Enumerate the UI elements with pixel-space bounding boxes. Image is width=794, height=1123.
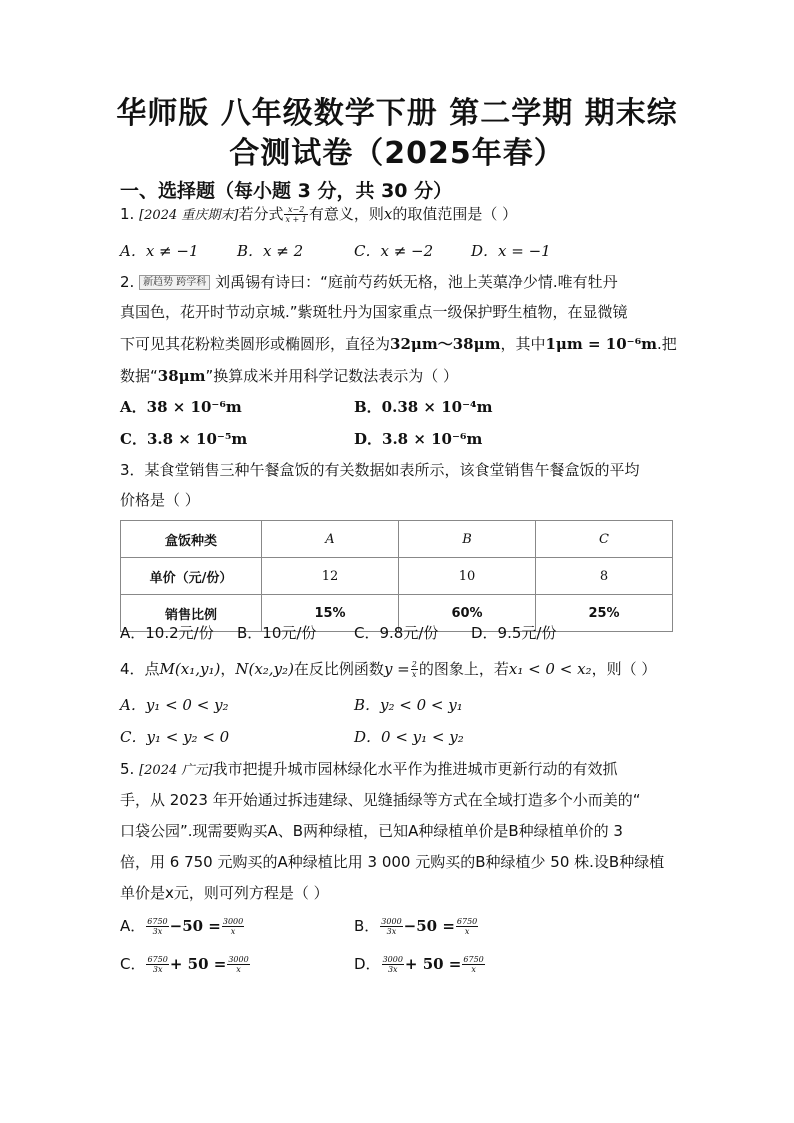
- q4-sep: ，: [220, 660, 236, 678]
- q3-option-a[interactable]: A．10.2元/份: [120, 624, 214, 642]
- q4-fraction: [411, 660, 418, 679]
- table-cell: 12: [262, 558, 399, 595]
- q4-option-d[interactable]: D．0 < y₁ < y₂: [354, 728, 464, 746]
- table-header-cell: C: [536, 521, 673, 558]
- q4-option-b[interactable]: B．y₂ < 0 < y₁: [354, 696, 463, 714]
- frac-den: x: [471, 965, 476, 974]
- q5-option-d[interactable]: [354, 953, 486, 975]
- q2-conversion: 1μm = 10⁻⁶m: [545, 335, 658, 353]
- q2-text-conv-end: .把: [657, 335, 677, 353]
- q5-b-label: B．: [354, 917, 380, 935]
- q5-b-frac1: [380, 917, 402, 936]
- q1-option-c[interactable]: C．x ≠ −2: [354, 242, 434, 260]
- q5-c-label: C．: [120, 955, 146, 973]
- q1-var: x: [383, 205, 393, 223]
- question-5-line5: 单价是x元，则可列方程是（ ）: [120, 884, 329, 902]
- q4-text-end: ，则（ ）: [591, 660, 657, 678]
- table-cell: 25%: [536, 595, 673, 632]
- question-4: [120, 658, 656, 680]
- question-5-line1: [120, 758, 617, 782]
- table-row: [121, 521, 673, 558]
- q1-number: 1.: [120, 205, 135, 223]
- q4-option-a[interactable]: A．y₁ < 0 < y₂: [120, 696, 229, 714]
- q4-func: y =: [383, 660, 410, 678]
- q2-text-mid: ，其中: [500, 335, 546, 353]
- price-table: [120, 520, 673, 632]
- q1-option-a[interactable]: A．x ≠ −1: [120, 242, 199, 260]
- q3-option-d[interactable]: D．9.5元/份: [471, 624, 557, 642]
- q1-option-b[interactable]: B．x ≠ 2: [237, 242, 304, 260]
- q5-c-frac1: [146, 955, 168, 974]
- frac-den: x: [236, 965, 241, 974]
- question-2-line4: [120, 365, 458, 387]
- q4-text-mid2: 的图象上，若: [418, 660, 509, 678]
- q1-fraction: [284, 205, 307, 224]
- frac-den: x: [230, 927, 236, 936]
- q2-number: 2.: [120, 273, 135, 291]
- q5-number: 5.: [120, 760, 135, 778]
- q5-source: [2024 广元]: [139, 763, 213, 778]
- frac-den: 3x: [387, 965, 398, 974]
- frac-num: 3000: [228, 955, 249, 964]
- q2-tag-new-trend: [139, 275, 210, 290]
- frac-den: 3x: [152, 965, 163, 974]
- q2-range: 32μm～38μm: [390, 335, 501, 353]
- question-1: [120, 203, 517, 227]
- q4-frac-num: 2: [411, 660, 417, 669]
- q5-a-label: A．: [120, 917, 146, 935]
- q2-text-3: 下可见其花粉粒类圆形或椭圆形，直径为: [120, 335, 391, 353]
- table-header-cell: A: [262, 521, 399, 558]
- frac-den: 3x: [386, 927, 397, 936]
- q4-option-c[interactable]: C．y₁ < y₂ < 0: [120, 728, 230, 746]
- frac-den: 3x: [152, 927, 163, 936]
- table-cell: 60%: [399, 595, 536, 632]
- frac-num: 3000: [381, 917, 402, 926]
- page-title-line2: 合测试卷（2025年春）: [229, 136, 565, 171]
- q1-text-b: 有意义，则: [308, 205, 384, 223]
- q1-text-c: 的取值范围是（ ）: [392, 205, 518, 223]
- q2-tag2-text: 跨学科: [176, 277, 207, 288]
- q2-text-4b: ”换算成米并用科学记数法表示为（ ）: [205, 367, 459, 385]
- q2-value: 38μm: [157, 367, 206, 385]
- q4-condition: x₁ < 0 < x₂: [508, 660, 592, 678]
- table-row: [121, 558, 673, 595]
- q1-option-d[interactable]: D．x = −1: [471, 242, 551, 260]
- q2-option-d[interactable]: D．3.8 × 10⁻⁶m: [354, 430, 483, 448]
- q5-d-label: D．: [354, 955, 381, 973]
- table-header-cell: 盒饭种类: [121, 521, 262, 558]
- q2-option-a[interactable]: A．38 × 10⁻⁶m: [120, 398, 242, 416]
- q5-a-op: −50 =: [169, 917, 221, 935]
- frac-num: 3000: [222, 917, 244, 926]
- q2-option-b[interactable]: B．0.38 × 10⁻⁴m: [354, 398, 493, 416]
- q3-option-b[interactable]: B．10元/份: [237, 624, 317, 642]
- frac-num: 6750: [147, 955, 168, 964]
- question-5-line3: 口袋公园”.现需要购买A、B两种绿植，已知A种绿植单价是B种绿植单价的 3: [120, 822, 623, 840]
- question-2-line3: [120, 333, 677, 355]
- q4-text-mid: 在反比例函数: [293, 660, 384, 678]
- q5-d-op: + 50 =: [404, 955, 462, 973]
- q2-text-4a: 数据“: [120, 367, 158, 385]
- table-header-cell: B: [399, 521, 536, 558]
- q5-b-frac2: [456, 917, 478, 936]
- q1-source: [2024 重庆期末]: [139, 208, 239, 223]
- q5-c-frac2: [227, 955, 249, 974]
- table-cell: 15%: [262, 595, 399, 632]
- question-5-line4: 倍，用 6 750 元购买的A种绿植比用 3 000 元购买的B种绿植少 50 株.设B种绿植: [120, 853, 665, 871]
- q5-option-b[interactable]: [354, 915, 479, 937]
- q5-text-1: 我市把提升城市园林绿化水平作为推进城市更新行动的有效抓: [212, 760, 618, 778]
- q5-option-a[interactable]: [120, 915, 245, 937]
- q2-text-1: 刘禹锡有诗曰：“庭前芍药妖无格，池上芙蕖净少情.唯有牡丹: [215, 273, 618, 291]
- q4-text-a: 4．点: [120, 660, 160, 678]
- q5-b-op: −50 =: [403, 917, 455, 935]
- q2-tag1-text: 新趋势: [143, 277, 174, 288]
- question-3-line1: 3．某食堂销售三种午餐盒饭的有关数据如表所示，该食堂销售午餐盒饭的平均: [120, 461, 640, 479]
- q2-option-c[interactable]: C．3.8 × 10⁻⁵m: [120, 430, 248, 448]
- table-cell: 销售比例: [121, 595, 262, 632]
- q5-option-c[interactable]: [120, 953, 251, 975]
- q4-point-m: M(x₁,y₁): [159, 660, 221, 678]
- q4-frac-den: x: [412, 670, 417, 679]
- section-heading: 一、选择题（每小题 3 分，共 30 分）: [120, 180, 453, 202]
- table-cell: 10: [399, 558, 536, 595]
- q4-point-n: N(x₂,y₂): [235, 660, 294, 678]
- frac-num: 6750: [147, 917, 168, 926]
- q1-text-a: 若分式: [238, 205, 284, 223]
- q5-d-frac2: [462, 955, 484, 974]
- frac-num: 3000: [382, 955, 403, 964]
- question-2-line1: [120, 271, 618, 293]
- q5-a-frac2: [222, 917, 244, 936]
- q1-frac-den: x + 1: [285, 215, 307, 224]
- q5-a-frac1: [146, 917, 168, 936]
- table-cell: 单价（元/份）: [121, 558, 262, 595]
- q3-option-c[interactable]: C．9.8元/份: [354, 624, 439, 642]
- frac-num: 6750: [463, 955, 484, 964]
- q1-frac-num: x−2: [284, 205, 307, 215]
- table-cell: 8: [536, 558, 673, 595]
- q5-d-frac1: [382, 955, 404, 974]
- page-title-line1: 华师版 八年级数学下册 第二学期 期末综: [116, 96, 678, 131]
- frac-num: 6750: [456, 917, 478, 926]
- q5-c-op: + 50 =: [169, 955, 227, 973]
- question-3-line2: 价格是（ ）: [120, 491, 200, 509]
- question-2-line2: 真国色，花开时节动京城.”紫斑牡丹为国家重点一级保护野生植物，在显微镜: [120, 303, 628, 321]
- question-5-line2: 手，从 2023 年开始通过拆违建绿、见缝插绿等方式在全域打造多个小而美的“: [120, 791, 641, 809]
- frac-den: x: [464, 927, 470, 936]
